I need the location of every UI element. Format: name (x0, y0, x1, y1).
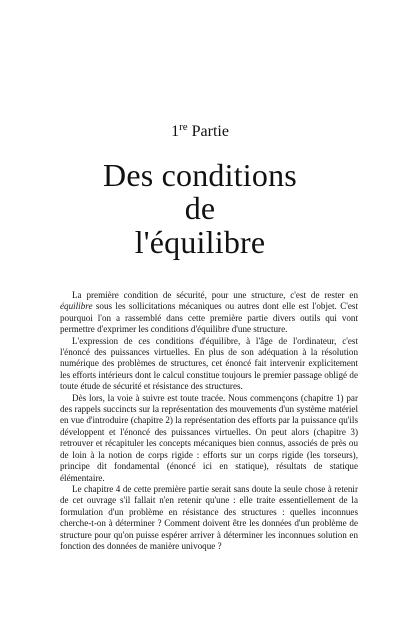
title-line-3: l'équilibre (134, 224, 266, 260)
title-line-2: de (184, 190, 216, 226)
paragraph-1-end: sous les sollicitations mécaniques ou autres dont elle est l'objet. C'est pourquoi l'on a rassemblé dans cette première partie divers outils qui vont permettre d'exprimer les conditions d'équilibre d'une structure. (60, 301, 358, 335)
title-line-1: Des conditions (103, 157, 297, 193)
paragraph-1-start: La première condition de sécurité, pour une structure, c'est de rester en (72, 290, 358, 300)
part-heading (0, 123, 400, 141)
paragraph-4: Le chapitre 4 de cette première partie serait sans doute la seule chose à retenir de cet ouvrage s'il fallait n'en retenir qu'une : elle traite essentiellement de la formulation d'un problème en résistance des structures : quelles inconnues cherche-t-on à déterminer ? Comment doivent être les données d'un problème de structure pour qu'on puisse espérer arriver à déterminer les inconnues solution en fonction des données de manière univoque ? (60, 483, 358, 551)
part-label: Partie (191, 123, 229, 140)
part-superscript: re (179, 121, 188, 133)
part-number: 1 (171, 123, 180, 140)
paragraph-2: L'expression de ces conditions d'équilibre, à l'âge de l'ordinateur, c'est l'énoncé des puissances virtuelles. En plus de son adéquation à la résolution numérique des problèmes de structures, cet énoncé fait intervenir explicitement les efforts intérieurs dont le calcul constitue toujours le premier passage obligé de toute étude de sécurité et résistance des structures. (60, 335, 358, 392)
paragraph-1 (60, 290, 358, 336)
introduction-text (60, 290, 358, 552)
paragraph-3: Dès lors, la voie à suivre est toute tracée. Nous commençons (chapitre 1) par des rappels succincts sur la représentation des mouvements d'un système matériel en vue d'introduire (chapitre 2) la représentation des efforts par la puissance qu'ils développent et l'énoncé des puissances virtuelles. On peut alors (chapitre 3) retrouver et récapituler les concepts mécaniques bien connus, associés de près ou de loin à la notion de corps rigide : efforts sur un corps rigide (les torseurs), principe dit fondamental (énoncé ici en statique), résultats de statique élémentaire. (60, 392, 358, 483)
paragraph-1-emphasis: équilibre (60, 301, 93, 312)
